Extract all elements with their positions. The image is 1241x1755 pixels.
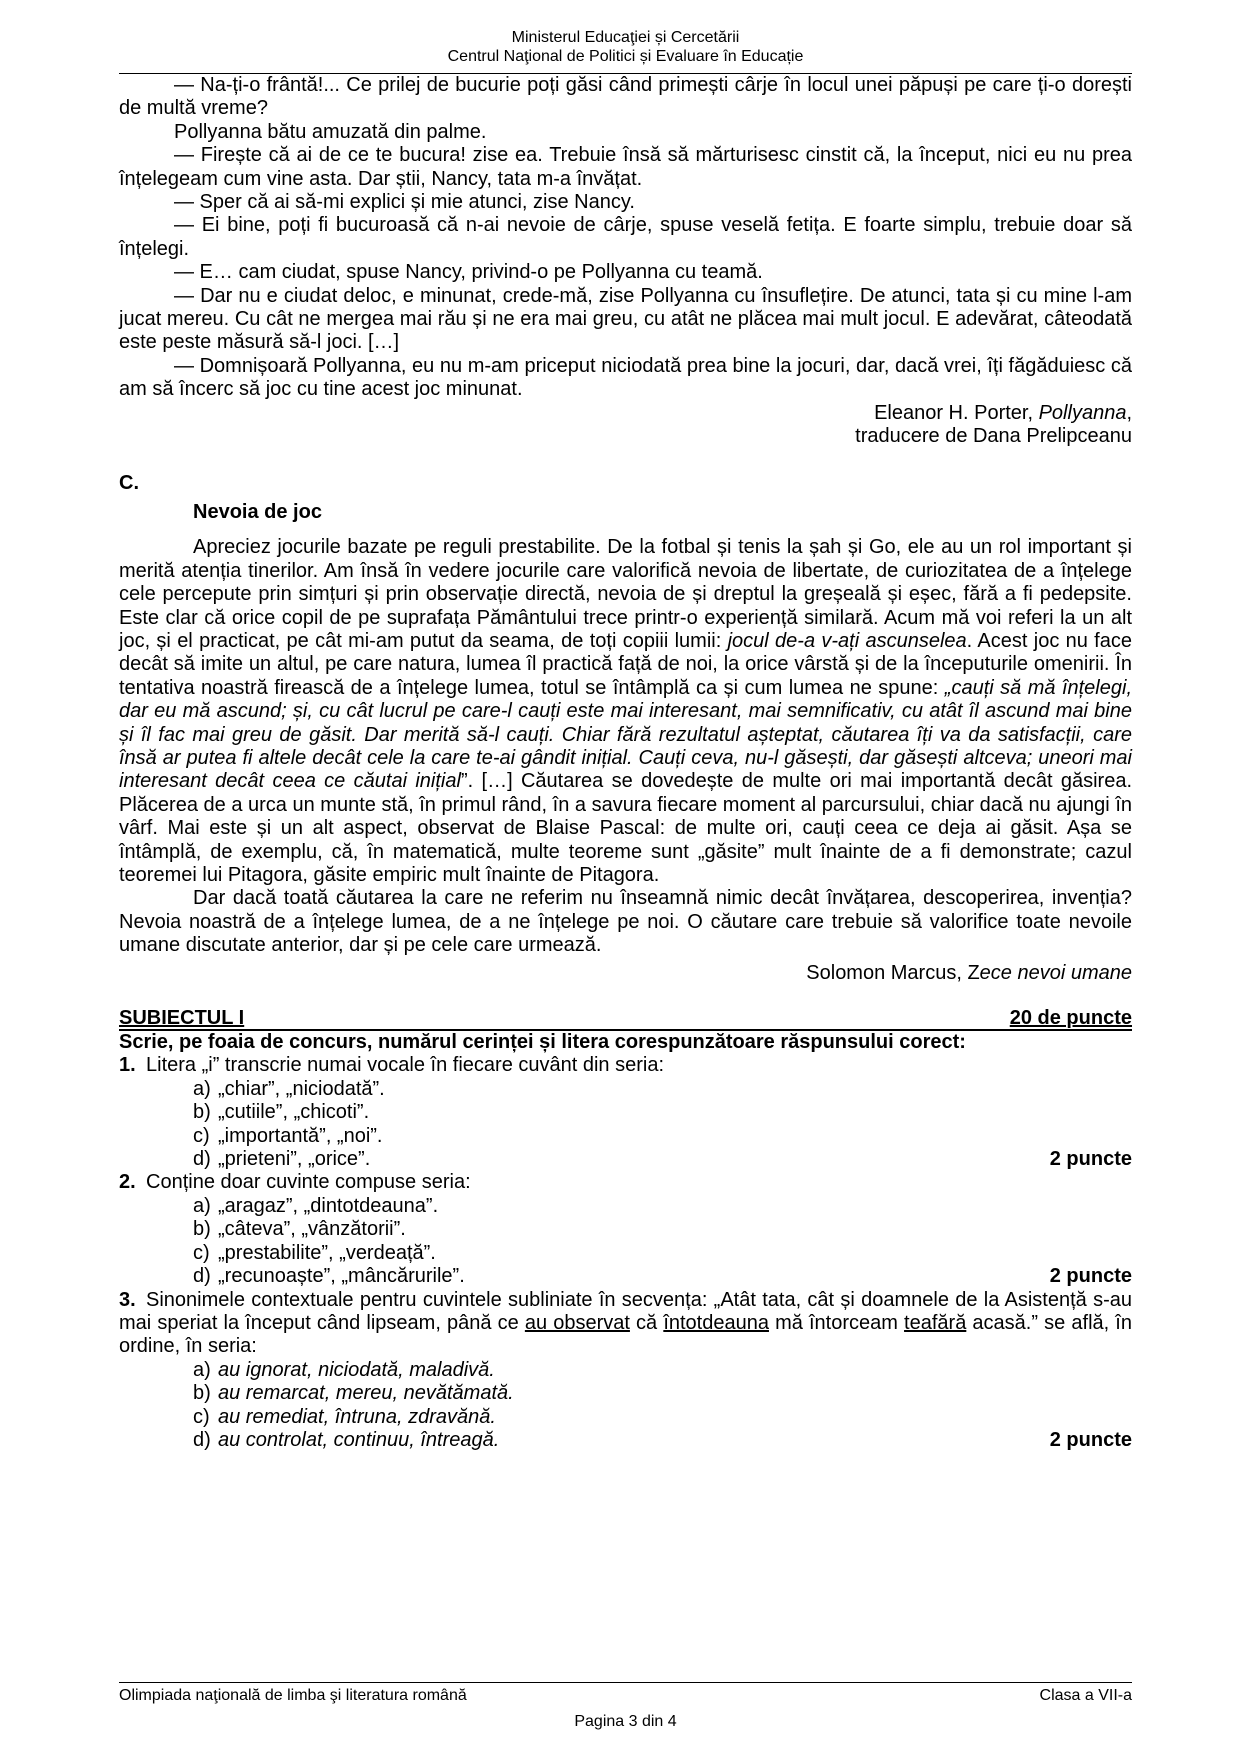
question-text: mă întorceam <box>768 1311 905 1334</box>
option-letter: d) <box>193 1148 211 1171</box>
paragraph: — Dar nu e ciudat deloc, e minunat, crede-mă, zise Pollyanna cu însuflețire. De atunci, tata și cu mine l-am jucat mereu. Cu cât ne mergea mai rău și ne era mai greu, cu atât ne plăcea mai mult jocul. E adevărat, câteodată este peste măsură să-l joci. […] <box>119 284 1132 354</box>
option-letter: b) <box>193 1382 211 1405</box>
page-header <box>119 28 1132 66</box>
question-points: 2 puncte <box>1049 1148 1132 1171</box>
question-stem <box>119 1171 1132 1194</box>
option-letter: c) <box>193 1405 210 1428</box>
text-c-excerpt <box>119 472 1132 986</box>
paragraph: — Ei bine, poți fi bucuroasă că n-ai nevoie de cârje, spuse veselă fetița. E foarte simplu, trebuie doar să înțelegi. <box>119 214 1132 260</box>
paragraph-text: Apreciez jocurile bazate pe reguli prestabilite. De la fotbal și tenis la șah și Go, ele au un rol important și merită atenția tinerilor. Am însă în vedere jocurile care valorifică nevoia de libertate, de curiozitatea de a înțelege cele percepute prin simțuri și prin observație directă, nevoia de și dreptul la greșeală și eșec, fără a fi pedepsite. Este clar că orice copil de pe suprafața Pământului trece printr-o experiență similară. Acum mă voi referi la un alt joc, și el practicat, pe cât mi-am putut da seama, de toți copiii lumii: <box>119 536 1132 652</box>
text-b-translation: traducere de Dana Prelipceanu <box>855 425 1132 448</box>
option-letter: b) <box>193 1218 211 1241</box>
paragraph: — Na-ți-o frântă!... Ce prilej de bucurie poți găsi când primești cârje în locul unei păpuși pe care ți-o dorești de multă vreme? <box>119 74 1132 120</box>
question-text: Conține doar cuvinte compuse seria: <box>146 1171 471 1194</box>
option <box>119 1078 1132 1101</box>
text-b-attribution <box>119 402 1132 425</box>
text-b-excerpt <box>119 74 1132 449</box>
attribution-title: ece nevoi umane <box>979 961 1132 984</box>
option <box>119 1242 1132 1265</box>
question-text: Sinonimele contextuale pentru cuvintele subliniate în secvența: „Atât tata, cât și doamnele de la Asistență s-au mai speriat la început când lipseam, până ce <box>119 1288 1132 1334</box>
paragraph: — Sper că ai să-mi explici și mie atunci, zise Nancy. <box>174 191 635 214</box>
option <box>119 1148 1132 1171</box>
paragraph: — Firește că ai de ce te bucura! zise ea. Trebuie însă să mărturisesc cinstit că, la început, nici eu nu prea înțelegeam cum vine asta. Dar știi, Nancy, tata m-a învățat. <box>119 144 1132 190</box>
option-text: „prieteni”, „orice”. <box>218 1148 371 1171</box>
option-letter: d) <box>193 1265 211 1288</box>
option <box>119 1429 1132 1452</box>
underlined-word: au observat <box>524 1311 630 1334</box>
option-letter: a) <box>193 1077 211 1100</box>
italic-text: jocul de-a v-ați ascunselea <box>727 629 967 652</box>
footer-divider <box>119 1682 1132 1683</box>
paragraph: Dar dacă toată căutarea la care ne referim nu înseamnă nimic decât învățarea, descoperirea, invenția? Nevoia noastră de a înțelege lumea, de a ne înțelege pe noi. O căutare care trebuie să valorifice toate nevoile umane discutate anterior, dar și pe cele care urmează. <box>119 887 1132 957</box>
option <box>119 1406 1132 1429</box>
question-text: Litera „i” transcrie numai vocale în fiecare cuvânt din seria: <box>146 1054 665 1077</box>
option-text: „recunoaște”, „mâncărurile”. <box>218 1265 465 1288</box>
paragraph-text: ”. […] Căutarea se dovedește de multe ori mai importantă decât găsirea. Plăcerea de a urca un munte stă, în primul rând, în a savura fiecare moment al parcursului, chiar dacă nu ajungi în vârf. Mai este și un alt aspect, observat de Blaise Pascal: de multe ori, cauți ceea ce deja ai găsit. Așa se întâmplă, de exemplu, că, în matematică, multe teoreme sunt „găsite” mult înainte de a fi demonstrate; cazul teoremei lui Pitagora, găsite empiric mult înainte de Pitagora. <box>119 770 1132 886</box>
option-text: „aragaz”, „dintotdeauna”. <box>218 1194 439 1217</box>
question-number: 1. <box>119 1054 136 1077</box>
subject-title: SUBIECTUL I <box>119 1007 245 1030</box>
header-ministry: Ministerul Educaţiei și Cercetării <box>511 29 740 46</box>
option <box>119 1125 1132 1148</box>
question-1 <box>119 1054 1132 1171</box>
section-title: Nevoia de joc <box>193 500 322 523</box>
paragraph: — E… cam ciudat, spuse Nancy, privind-o pe Pollyanna cu teamă. <box>174 261 763 284</box>
underlined-word: teafără <box>904 1311 967 1334</box>
question-stem <box>119 1054 1132 1077</box>
footer-olympiad: Olimpiada naţională de limba şi literatura română <box>119 1687 467 1704</box>
question-points: 2 puncte <box>1049 1265 1132 1288</box>
option-text: au controlat, continuu, întreagă. <box>218 1428 500 1451</box>
paragraph: — Domnișoară Pollyanna, eu nu m-am priceput niciodată prea bine la jocuri, dar, dacă vrei, îți făgăduiesc că am să încerc să joc cu tine acest joc minunat. <box>119 354 1132 401</box>
header-center: Centrul Naţional de Politici și Evaluare în Educație <box>447 48 804 65</box>
attribution-comma: , <box>1126 401 1132 424</box>
option <box>119 1382 1132 1405</box>
attribution-title: Pollyanna <box>1038 401 1127 424</box>
page-footer <box>119 1686 1132 1731</box>
subject-header <box>119 1007 1132 1031</box>
option-letter: c) <box>193 1124 210 1147</box>
option-text: au remediat, întruna, zdravănă. <box>218 1405 496 1428</box>
option-text: „chiar”, „niciodată”. <box>218 1077 385 1100</box>
question-text: că <box>629 1311 664 1334</box>
option-text: au remarcat, mereu, nevătămată. <box>218 1382 514 1405</box>
page-number: Pagina 3 din 4 <box>574 1713 677 1730</box>
attribution-author: Solomon Marcus, Z <box>806 961 980 984</box>
option-text: „prestabilite”, „verdeață”. <box>218 1241 436 1264</box>
attribution-author: Eleanor H. Porter, <box>874 401 1039 424</box>
question-number: 2. <box>119 1171 136 1194</box>
question-stem <box>119 1289 1132 1359</box>
option-text: „câteva”, „vânzătorii”. <box>218 1218 406 1241</box>
option <box>119 1195 1132 1218</box>
question-points: 2 puncte <box>1049 1428 1132 1451</box>
page-content <box>119 74 1132 1452</box>
subject-points: 20 de puncte <box>1009 1007 1132 1030</box>
paragraph: Pollyanna bătu amuzată din palme. <box>174 120 487 143</box>
option-text: „importantă”, „noi”. <box>218 1124 383 1147</box>
option <box>119 1265 1132 1288</box>
underlined-word: întotdeauna <box>663 1311 769 1334</box>
paragraph <box>119 536 1132 887</box>
option-text: „cutiile”, „chicoti”. <box>218 1101 370 1124</box>
option-text: au ignorat, niciodată, maladivă. <box>218 1358 495 1381</box>
question-2 <box>119 1171 1132 1288</box>
option-letter: a) <box>193 1358 211 1381</box>
question-3 <box>119 1289 1132 1453</box>
option <box>119 1218 1132 1241</box>
footer-row <box>119 1686 1132 1705</box>
section-letter: C. <box>119 471 139 494</box>
option-letter: b) <box>193 1101 211 1124</box>
text-c-attribution <box>119 962 1132 985</box>
option-letter: c) <box>193 1241 210 1264</box>
subject-instruction: Scrie, pe foaia de concurs, numărul cerinței și litera corespunzătoare răspunsului corect: <box>119 1031 966 1054</box>
footer-class: Clasa a VII-a <box>1039 1687 1132 1704</box>
option <box>119 1101 1132 1124</box>
question-number: 3. <box>119 1288 136 1311</box>
option-letter: a) <box>193 1194 211 1217</box>
subject-section <box>119 1007 1132 1452</box>
option <box>119 1359 1132 1382</box>
paragraph-text: . Acest joc nu face decât să imite un altul, pe care natura, lumea îl practică față de noi, la orice vârstă și de la începuturile omenirii. În tentativa noastră firească de a înțelege lumea, totul se întâmplă ca și cum lumea ne spune: <box>119 629 1132 699</box>
italic-quote: „cauți să mă înțelegi, dar eu mă ascund; și, cu cât lucrul pe care-l cauți este mai interesant, mai semnificativ, cu atât îl ascund mai bine și îl fac mai greu de găsit. Dar merită să-l cauți. Chiar fără rezultatul așteptat, căutarea îți va da satisfacții, care însă ar putea fi altele decât cele la care te-ai gândit inițial. Cauți ceva, nu-l găsești, dar găsești altceva; uneori mai interesant decât ceea ce căutai inițial <box>119 676 1132 793</box>
question-text: acasă.” se află, în ordine, în seria: <box>119 1311 1132 1358</box>
option-letter: d) <box>193 1428 211 1451</box>
